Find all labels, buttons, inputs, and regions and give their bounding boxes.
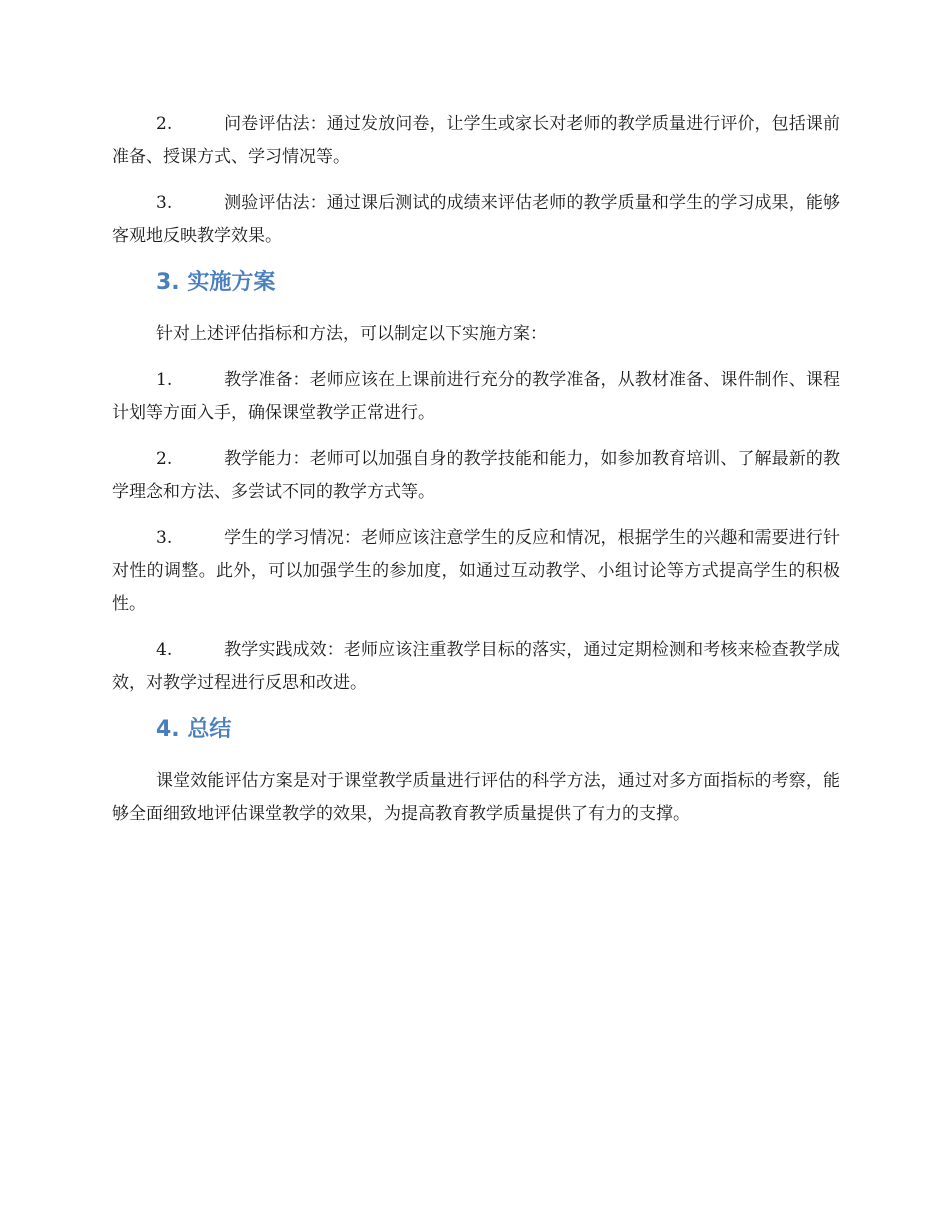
list-text: 教学能力：老师可以加强自身的教学技能和能力，如参加教育培训、了解最新的教学理念和方法、多尝试不同的教学方式等。 (112, 449, 840, 502)
list-text: 学生的学习情况：老师应该注意学生的反应和情况，根据学生的兴趣和需要进行针对性的调整。此外，可以加强学生的参加度，如通过互动教学、小组讨论等方式提高学生的积极性。 (112, 528, 840, 614)
section-heading-summary: 4. 总结 (156, 717, 232, 742)
document-page (112, 108, 840, 844)
list-item (112, 108, 840, 174)
section-heading-implementation: 3. 实施方案 (156, 270, 276, 295)
list-text: 测验评估法：通过课后测试的成绩来评估老师的教学质量和学生的学习成果，能够客观地反映教学效果。 (112, 193, 840, 246)
list-item (112, 634, 840, 700)
list-number: 3. (156, 528, 173, 548)
list-item (112, 187, 840, 253)
list-text: 教学准备：老师应该在上课前进行充分的教学准备，从教材准备、课件制作、课程计划等方面入手，确保课堂教学正常进行。 (112, 370, 840, 423)
list-text: 问卷评估法：通过发放问卷，让学生或家长对老师的教学质量进行评价，包括课前准备、授课方式、学习情况等。 (112, 114, 840, 167)
list-number: 2. (156, 449, 173, 469)
list-number: 4. (156, 640, 173, 660)
summary-paragraph: 课堂效能评估方案是对于课堂教学质量进行评估的科学方法，通过对多方面指标的考察，能够全面细致地评估课堂教学的效果，为提高教育教学质量提供了有力的支撑。 (112, 771, 840, 824)
list-item (112, 522, 840, 621)
list-number: 1. (156, 370, 173, 390)
list-number: 3. (156, 193, 173, 213)
list-item (112, 364, 840, 430)
list-item (112, 443, 840, 509)
list-text: 教学实践成效：老师应该注重教学目标的落实，通过定期检测和考核来检查教学成效，对教学过程进行反思和改进。 (112, 640, 840, 693)
list-number: 2. (156, 114, 173, 134)
section-intro: 针对上述评估指标和方法，可以制定以下实施方案： (156, 324, 547, 344)
